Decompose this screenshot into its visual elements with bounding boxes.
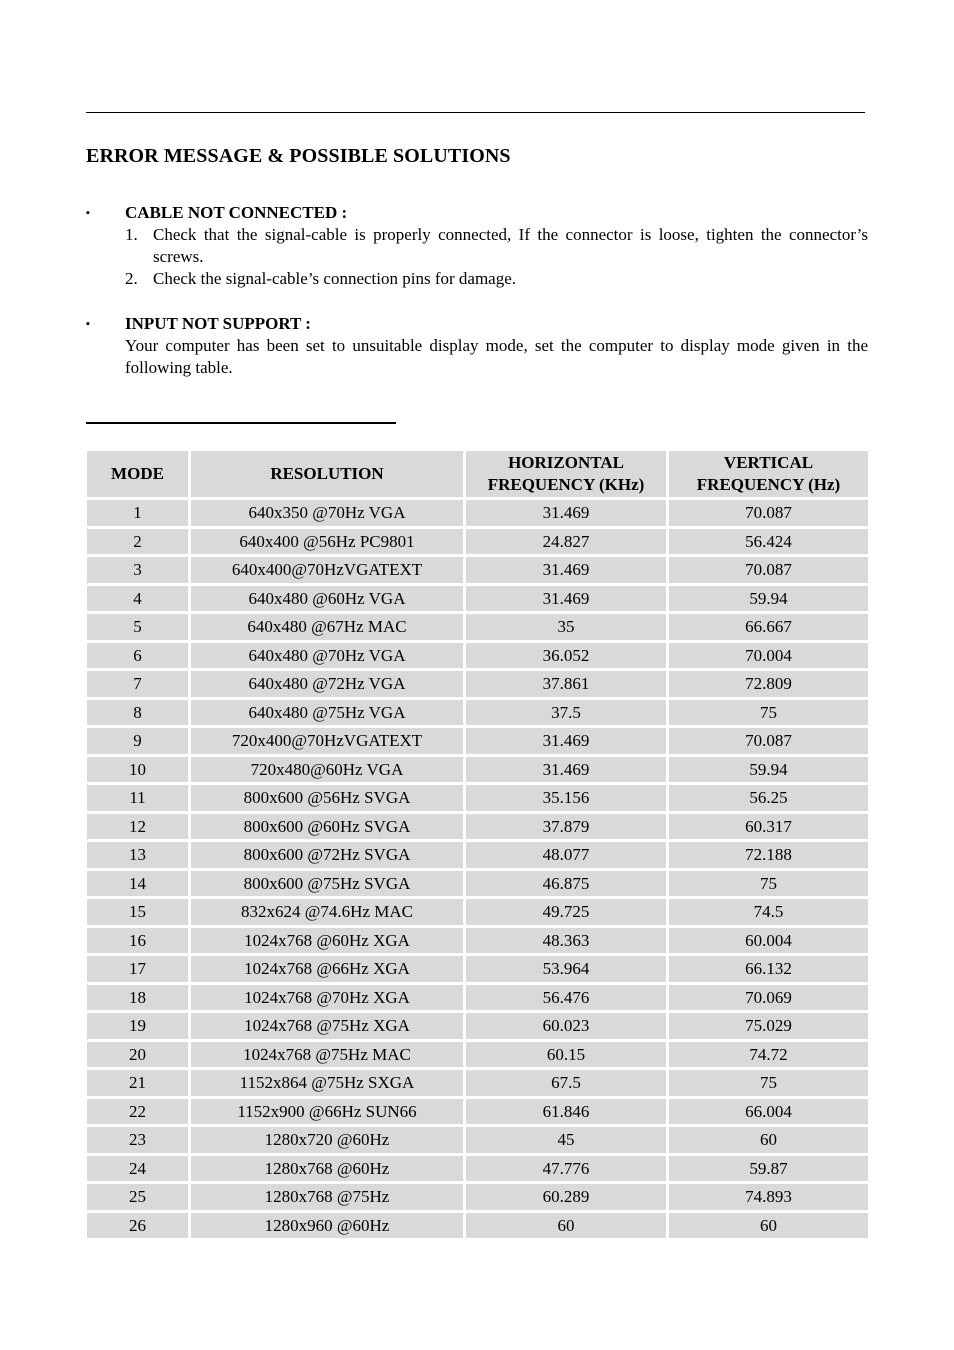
cell-mode: 13 — [87, 842, 188, 868]
square-bullet-icon: ▪ — [86, 207, 90, 219]
cell-mode: 9 — [87, 728, 188, 754]
table-row — [87, 700, 868, 726]
cell-vertical-frequency: 59.94 — [669, 757, 868, 783]
cell-horizontal-frequency: 53.964 — [466, 956, 666, 982]
cell-mode: 17 — [87, 956, 188, 982]
cell-mode: 5 — [87, 614, 188, 640]
cell-resolution: 1152x900 @66Hz SUN66 — [191, 1099, 463, 1125]
cell-horizontal-frequency: 31.469 — [466, 757, 666, 783]
table-row — [87, 1042, 868, 1068]
cell-resolution: 1280x768 @75Hz — [191, 1184, 463, 1210]
cell-mode: 22 — [87, 1099, 188, 1125]
cell-vertical-frequency: 56.424 — [669, 529, 868, 555]
input-section — [86, 313, 868, 379]
cell-vertical-frequency: 56.25 — [669, 785, 868, 811]
cable-steps-list — [86, 224, 868, 290]
cell-resolution: 640x350 @70Hz VGA — [191, 500, 463, 526]
cell-vertical-frequency: 59.94 — [669, 586, 868, 612]
cell-vertical-frequency: 72.809 — [669, 671, 868, 697]
table-row — [87, 871, 868, 897]
cell-horizontal-frequency: 37.5 — [466, 700, 666, 726]
cell-horizontal-frequency: 31.469 — [466, 500, 666, 526]
table-row — [87, 1156, 868, 1182]
header-vertical-frequency: VERTICAL FREQUENCY (Hz) — [669, 451, 868, 497]
cell-horizontal-frequency: 46.875 — [466, 871, 666, 897]
cell-vertical-frequency: 70.087 — [669, 500, 868, 526]
cell-mode: 25 — [87, 1184, 188, 1210]
cell-vertical-frequency: 66.004 — [669, 1099, 868, 1125]
cell-mode: 8 — [87, 700, 188, 726]
top-rule — [86, 112, 865, 113]
cell-mode: 24 — [87, 1156, 188, 1182]
cell-resolution: 1024x768 @75Hz MAC — [191, 1042, 463, 1068]
cell-resolution: 1152x864 @75Hz SXGA — [191, 1070, 463, 1096]
cell-horizontal-frequency: 47.776 — [466, 1156, 666, 1182]
cell-resolution: 1024x768 @70Hz XGA — [191, 985, 463, 1011]
cell-vertical-frequency: 74.5 — [669, 899, 868, 925]
table-row — [87, 557, 868, 583]
cell-resolution: 720x480@60Hz VGA — [191, 757, 463, 783]
cell-horizontal-frequency: 60.15 — [466, 1042, 666, 1068]
cell-vertical-frequency: 60.317 — [669, 814, 868, 840]
cable-section — [86, 202, 868, 290]
cell-mode: 20 — [87, 1042, 188, 1068]
cell-vertical-frequency: 72.188 — [669, 842, 868, 868]
step-text: Check that the signal-cable is properly connected, If the connector is loose, tighten the connector’s screws. — [153, 225, 868, 266]
cell-mode: 2 — [87, 529, 188, 555]
table-row — [87, 785, 868, 811]
step-number: 2. — [125, 269, 138, 288]
cell-vertical-frequency: 59.87 — [669, 1156, 868, 1182]
cell-mode: 26 — [87, 1213, 188, 1239]
cell-horizontal-frequency: 36.052 — [466, 643, 666, 669]
cell-horizontal-frequency: 24.827 — [466, 529, 666, 555]
cable-step-item — [86, 268, 868, 290]
cell-resolution: 640x400 @56Hz PC9801 — [191, 529, 463, 555]
cell-resolution: 640x480 @70Hz VGA — [191, 643, 463, 669]
table-row — [87, 956, 868, 982]
table-row — [87, 899, 868, 925]
table-row — [87, 671, 868, 697]
cell-horizontal-frequency: 31.469 — [466, 557, 666, 583]
table-row — [87, 985, 868, 1011]
display-modes-table — [84, 448, 871, 1241]
cell-resolution: 800x600 @72Hz SVGA — [191, 842, 463, 868]
table-row — [87, 643, 868, 669]
cell-horizontal-frequency: 60.023 — [466, 1013, 666, 1039]
table-row — [87, 1013, 868, 1039]
cell-horizontal-frequency: 37.879 — [466, 814, 666, 840]
cell-horizontal-frequency: 60.289 — [466, 1184, 666, 1210]
cell-horizontal-frequency: 37.861 — [466, 671, 666, 697]
cell-mode: 21 — [87, 1070, 188, 1096]
cell-horizontal-frequency: 48.077 — [466, 842, 666, 868]
table-row — [87, 1070, 868, 1096]
table-row — [87, 814, 868, 840]
cell-resolution: 1280x960 @60Hz — [191, 1213, 463, 1239]
table-row — [87, 728, 868, 754]
cell-mode: 15 — [87, 899, 188, 925]
cell-resolution: 640x480 @72Hz VGA — [191, 671, 463, 697]
table-row — [87, 1213, 868, 1239]
cell-horizontal-frequency: 61.846 — [466, 1099, 666, 1125]
cable-bullet-row — [86, 202, 868, 224]
table-row — [87, 529, 868, 555]
cell-vertical-frequency: 60.004 — [669, 928, 868, 954]
cell-resolution: 720x400@70HzVGATEXT — [191, 728, 463, 754]
cell-vertical-frequency: 75 — [669, 1070, 868, 1096]
cell-mode: 4 — [87, 586, 188, 612]
cell-resolution: 800x600 @56Hz SVGA — [191, 785, 463, 811]
cell-mode: 11 — [87, 785, 188, 811]
input-bullet-row — [86, 313, 868, 335]
cell-resolution: 800x600 @60Hz SVGA — [191, 814, 463, 840]
page-heading: ERROR MESSAGE & POSSIBLE SOLUTIONS — [86, 145, 511, 167]
cell-horizontal-frequency: 35.156 — [466, 785, 666, 811]
cell-mode: 16 — [87, 928, 188, 954]
cell-resolution: 640x400@70HzVGATEXT — [191, 557, 463, 583]
cell-vertical-frequency: 66.667 — [669, 614, 868, 640]
table-row — [87, 757, 868, 783]
step-text: Check the signal-cable’s connection pins for damage. — [153, 269, 517, 288]
table-row — [87, 1184, 868, 1210]
table-body — [87, 500, 868, 1238]
cable-step-item — [86, 224, 868, 268]
cell-mode: 23 — [87, 1127, 188, 1153]
section-rule — [86, 422, 396, 424]
cell-vertical-frequency: 60 — [669, 1213, 868, 1239]
cell-vertical-frequency: 74.72 — [669, 1042, 868, 1068]
cell-vertical-frequency: 74.893 — [669, 1184, 868, 1210]
cell-mode: 14 — [87, 871, 188, 897]
table-row — [87, 928, 868, 954]
table-row — [87, 1099, 868, 1125]
cell-mode: 10 — [87, 757, 188, 783]
cell-mode: 12 — [87, 814, 188, 840]
cell-resolution: 1280x768 @60Hz — [191, 1156, 463, 1182]
cell-mode: 19 — [87, 1013, 188, 1039]
table-header-row — [87, 451, 868, 497]
cell-vertical-frequency: 70.087 — [669, 728, 868, 754]
cell-horizontal-frequency: 67.5 — [466, 1070, 666, 1096]
table-row — [87, 614, 868, 640]
cell-vertical-frequency: 75 — [669, 700, 868, 726]
cell-mode: 7 — [87, 671, 188, 697]
cell-resolution: 832x624 @74.6Hz MAC — [191, 899, 463, 925]
header-resolution: RESOLUTION — [191, 451, 463, 497]
square-bullet-icon: ▪ — [86, 318, 90, 330]
cell-resolution: 1024x768 @66Hz XGA — [191, 956, 463, 982]
header-mode: MODE — [87, 451, 188, 497]
cell-mode: 6 — [87, 643, 188, 669]
cell-horizontal-frequency: 49.725 — [466, 899, 666, 925]
cell-resolution: 1024x768 @75Hz XGA — [191, 1013, 463, 1039]
header-horizontal-frequency: HORIZONTAL FREQUENCY (KHz) — [466, 451, 666, 497]
cell-horizontal-frequency: 31.469 — [466, 728, 666, 754]
input-title: INPUT NOT SUPPORT : — [125, 314, 311, 333]
cell-vertical-frequency: 70.004 — [669, 643, 868, 669]
cell-resolution: 800x600 @75Hz SVGA — [191, 871, 463, 897]
table-row — [87, 500, 868, 526]
cable-title: CABLE NOT CONNECTED : — [125, 203, 348, 222]
cell-horizontal-frequency: 45 — [466, 1127, 666, 1153]
cell-horizontal-frequency: 48.363 — [466, 928, 666, 954]
cell-horizontal-frequency: 31.469 — [466, 586, 666, 612]
cell-vertical-frequency: 75.029 — [669, 1013, 868, 1039]
cell-mode: 1 — [87, 500, 188, 526]
table-row — [87, 586, 868, 612]
cell-resolution: 1280x720 @60Hz — [191, 1127, 463, 1153]
cell-horizontal-frequency: 35 — [466, 614, 666, 640]
input-description: Your computer has been set to unsuitable display mode, set the computer to display mode given in the following table. — [125, 336, 868, 377]
cell-vertical-frequency: 75 — [669, 871, 868, 897]
step-number: 1. — [125, 225, 138, 244]
cell-resolution: 640x480 @75Hz VGA — [191, 700, 463, 726]
cell-vertical-frequency: 66.132 — [669, 956, 868, 982]
cell-horizontal-frequency: 60 — [466, 1213, 666, 1239]
cell-resolution: 640x480 @60Hz VGA — [191, 586, 463, 612]
cell-vertical-frequency: 70.087 — [669, 557, 868, 583]
cell-mode: 18 — [87, 985, 188, 1011]
cell-horizontal-frequency: 56.476 — [466, 985, 666, 1011]
table-row — [87, 1127, 868, 1153]
table-row — [87, 842, 868, 868]
cell-mode: 3 — [87, 557, 188, 583]
cell-vertical-frequency: 70.069 — [669, 985, 868, 1011]
cell-vertical-frequency: 60 — [669, 1127, 868, 1153]
cell-resolution: 1024x768 @60Hz XGA — [191, 928, 463, 954]
cell-resolution: 640x480 @67Hz MAC — [191, 614, 463, 640]
